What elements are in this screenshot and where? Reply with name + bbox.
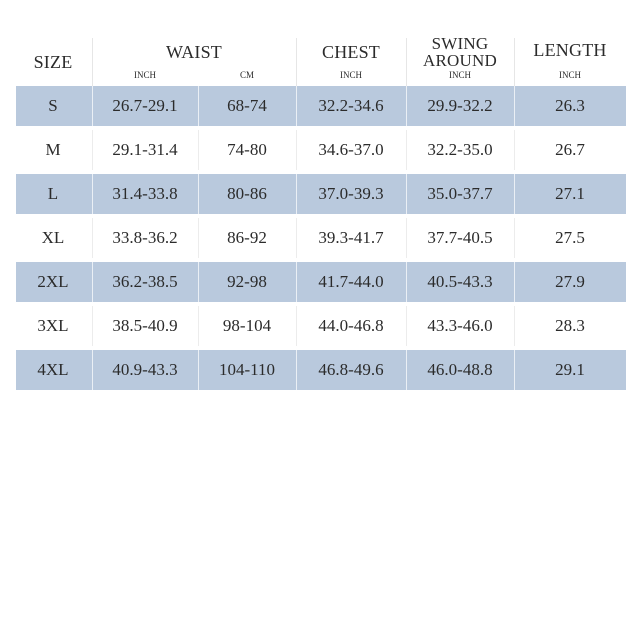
length-header-cell xyxy=(514,38,626,86)
chest-cell: 37.0-39.3 xyxy=(318,184,384,203)
swing-around-cell: 40.5-43.3 xyxy=(427,272,493,291)
swing-around-cell: 43.3-46.0 xyxy=(427,316,493,335)
table-row xyxy=(16,350,626,390)
waist-cm-cell: 98-104 xyxy=(222,316,272,335)
length-unit-subheader: INCH xyxy=(559,70,581,80)
swing-header-line1: SWING xyxy=(431,34,489,53)
waist-cm-cell: 68-74 xyxy=(227,96,267,115)
size-cell: 4XL xyxy=(37,360,69,379)
table-row xyxy=(16,86,626,126)
swing-unit-subheader: INCH xyxy=(449,70,471,80)
chest-cell: 34.6-37.0 xyxy=(318,140,384,159)
length-cell: 27.9 xyxy=(555,272,585,291)
length-cell: 26.7 xyxy=(555,140,585,159)
size-cell: M xyxy=(45,140,61,159)
size-cell: S xyxy=(48,96,58,115)
table-row xyxy=(16,218,626,258)
swing-header-cell xyxy=(406,34,514,86)
swing-around-cell: 29.9-32.2 xyxy=(427,96,493,115)
chest-cell: 32.2-34.6 xyxy=(318,96,384,115)
waist-inch-cell: 38.5-40.9 xyxy=(112,316,178,335)
size-chart-body xyxy=(16,86,626,390)
swing-around-cell: 37.7-40.5 xyxy=(427,228,493,247)
waist-inch-cell: 31.4-33.8 xyxy=(112,184,178,203)
chest-header-cell xyxy=(296,38,406,86)
waist-inch-cell: 33.8-36.2 xyxy=(112,228,178,247)
waist-inch-subheader: INCH xyxy=(134,70,156,80)
size-cell: XL xyxy=(41,228,65,247)
table-row xyxy=(16,262,626,302)
waist-cm-cell: 74-80 xyxy=(227,140,267,159)
chest-cell: 39.3-41.7 xyxy=(318,228,384,247)
size-header-cell xyxy=(16,38,90,86)
swing-header-line2: AROUND xyxy=(423,51,497,70)
size-chart-header xyxy=(16,34,626,86)
chest-header: CHEST xyxy=(321,42,380,62)
swing-around-cell: 32.2-35.0 xyxy=(427,140,493,159)
size-chart xyxy=(16,34,626,390)
table-row xyxy=(16,130,626,170)
waist-cm-cell: 86-92 xyxy=(227,228,267,247)
length-cell: 27.1 xyxy=(555,184,585,203)
length-cell: 27.5 xyxy=(555,228,585,247)
size-cell: L xyxy=(47,184,59,203)
waist-cm-cell: 104-110 xyxy=(218,360,276,379)
waist-inch-cell: 36.2-38.5 xyxy=(112,272,178,291)
swing-around-cell: 35.0-37.7 xyxy=(427,184,493,203)
table-row xyxy=(16,306,626,346)
size-cell: 2XL xyxy=(37,272,69,291)
waist-inch-cell: 29.1-31.4 xyxy=(112,140,178,159)
chest-unit-subheader: INCH xyxy=(340,70,362,80)
waist-cm-cell: 80-86 xyxy=(227,184,267,203)
length-header: LENGTH xyxy=(533,40,607,60)
table-row xyxy=(16,174,626,214)
chest-cell: 46.8-49.6 xyxy=(318,360,384,379)
waist-inch-cell: 26.7-29.1 xyxy=(112,96,178,115)
length-cell: 26.3 xyxy=(555,96,585,115)
swing-around-cell: 46.0-48.8 xyxy=(427,360,493,379)
chest-cell: 44.0-46.8 xyxy=(318,316,384,335)
size-cell: 3XL xyxy=(37,316,69,335)
waist-cm-subheader: CM xyxy=(239,70,254,80)
waist-header: WAIST xyxy=(166,42,222,62)
length-cell: 28.3 xyxy=(555,316,585,335)
length-cell: 29.1 xyxy=(555,360,585,379)
waist-cm-cell: 92-98 xyxy=(227,272,267,291)
waist-inch-cell: 40.9-43.3 xyxy=(112,360,178,379)
size-header: SIZE xyxy=(33,52,73,72)
waist-header-cell xyxy=(92,38,296,86)
chest-cell: 41.7-44.0 xyxy=(318,272,384,291)
